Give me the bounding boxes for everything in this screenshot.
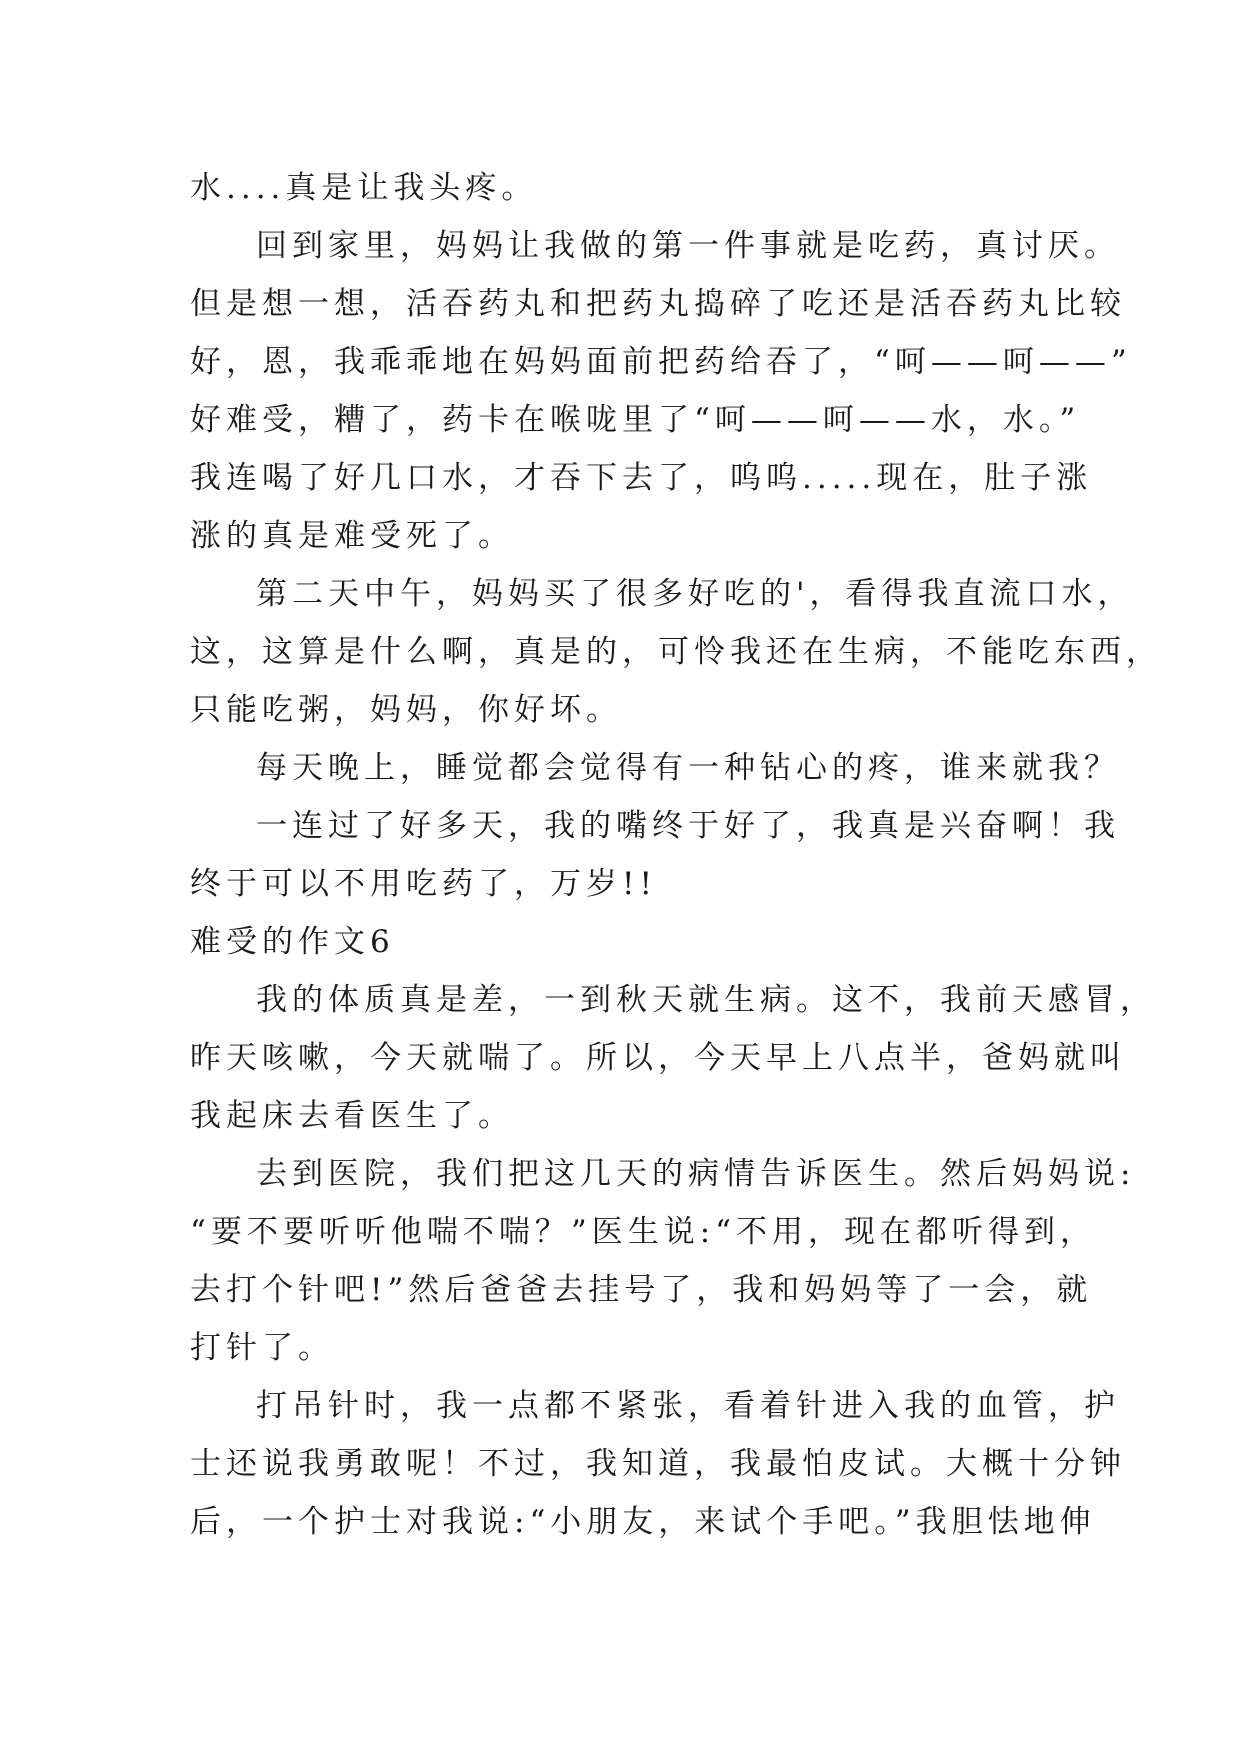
text-line: 回到家里，妈妈让我做的第一件事就是吃药，真讨厌。 xyxy=(256,228,1120,264)
text-line: 我起床去看医生了。 xyxy=(190,1098,514,1134)
text-line: 第二天中午，妈妈买了很多好吃的'，看得我直流口水， xyxy=(256,576,1134,612)
text-line: 士还说我勇敢呢！不过，我知道，我最怕皮试。大概十分钟 xyxy=(190,1446,1126,1482)
text-line: 后，一个护士对我说:“小朋友，来试个手吧。”我胆怯地伸 xyxy=(190,1504,1096,1540)
text-line: 昨天咳嗽，今天就喘了。所以，今天早上八点半，爸妈就叫 xyxy=(190,1040,1126,1076)
essay-text xyxy=(190,159,1162,1551)
text-line: 但是想一想，活吞药丸和把药丸捣碎了吃还是活吞药丸比较 xyxy=(190,286,1126,322)
text-line: 终于可以不用吃药了，万岁!! xyxy=(190,866,657,902)
text-line: 打吊针时，我一点都不紧张，看着针进入我的血管，护 xyxy=(256,1388,1120,1424)
text-line: 只能吃粥，妈妈，你好坏。 xyxy=(190,692,622,728)
text-line: 去打个针吧!”然后爸爸去挂号了，我和妈妈等了一会，就 xyxy=(190,1272,1093,1308)
section-heading: 难受的作文6 xyxy=(190,924,395,960)
text-line: 我连喝了好几口水，才吞下去了，呜呜.....现在，肚子涨 xyxy=(190,460,1093,496)
text-line: 好难受，糟了，药卡在喉咙里了“呵——呵——水，水。” xyxy=(190,402,1081,438)
text-line: “要不要听听他喘不喘？”医生说:“不用，现在都听得到， xyxy=(190,1214,1096,1250)
text-line: 一连过了好多天，我的嘴终于好了，我真是兴奋啊！我 xyxy=(256,808,1120,844)
text-line: 水....真是让我头疼。 xyxy=(190,170,538,206)
text-line: 去到医院，我们把这几天的病情告诉医生。然后妈妈说: xyxy=(256,1156,1136,1192)
text-line: 这，这算是什么啊，真是的，可怜我还在生病，不能吃东西， xyxy=(190,634,1162,670)
text-line: 每天晚上，睡觉都会觉得有一种钻心的疼，谁来就我？ xyxy=(256,750,1120,786)
text-line: 打针了。 xyxy=(190,1330,334,1366)
text-line: 好，恩，我乖乖地在妈妈面前把药给吞了，“呵——呵——” xyxy=(190,344,1132,380)
text-line: 我的体质真是差，一到秋天就生病。这不，我前天感冒， xyxy=(256,982,1156,1018)
text-line: 涨的真是难受死了。 xyxy=(190,518,514,554)
